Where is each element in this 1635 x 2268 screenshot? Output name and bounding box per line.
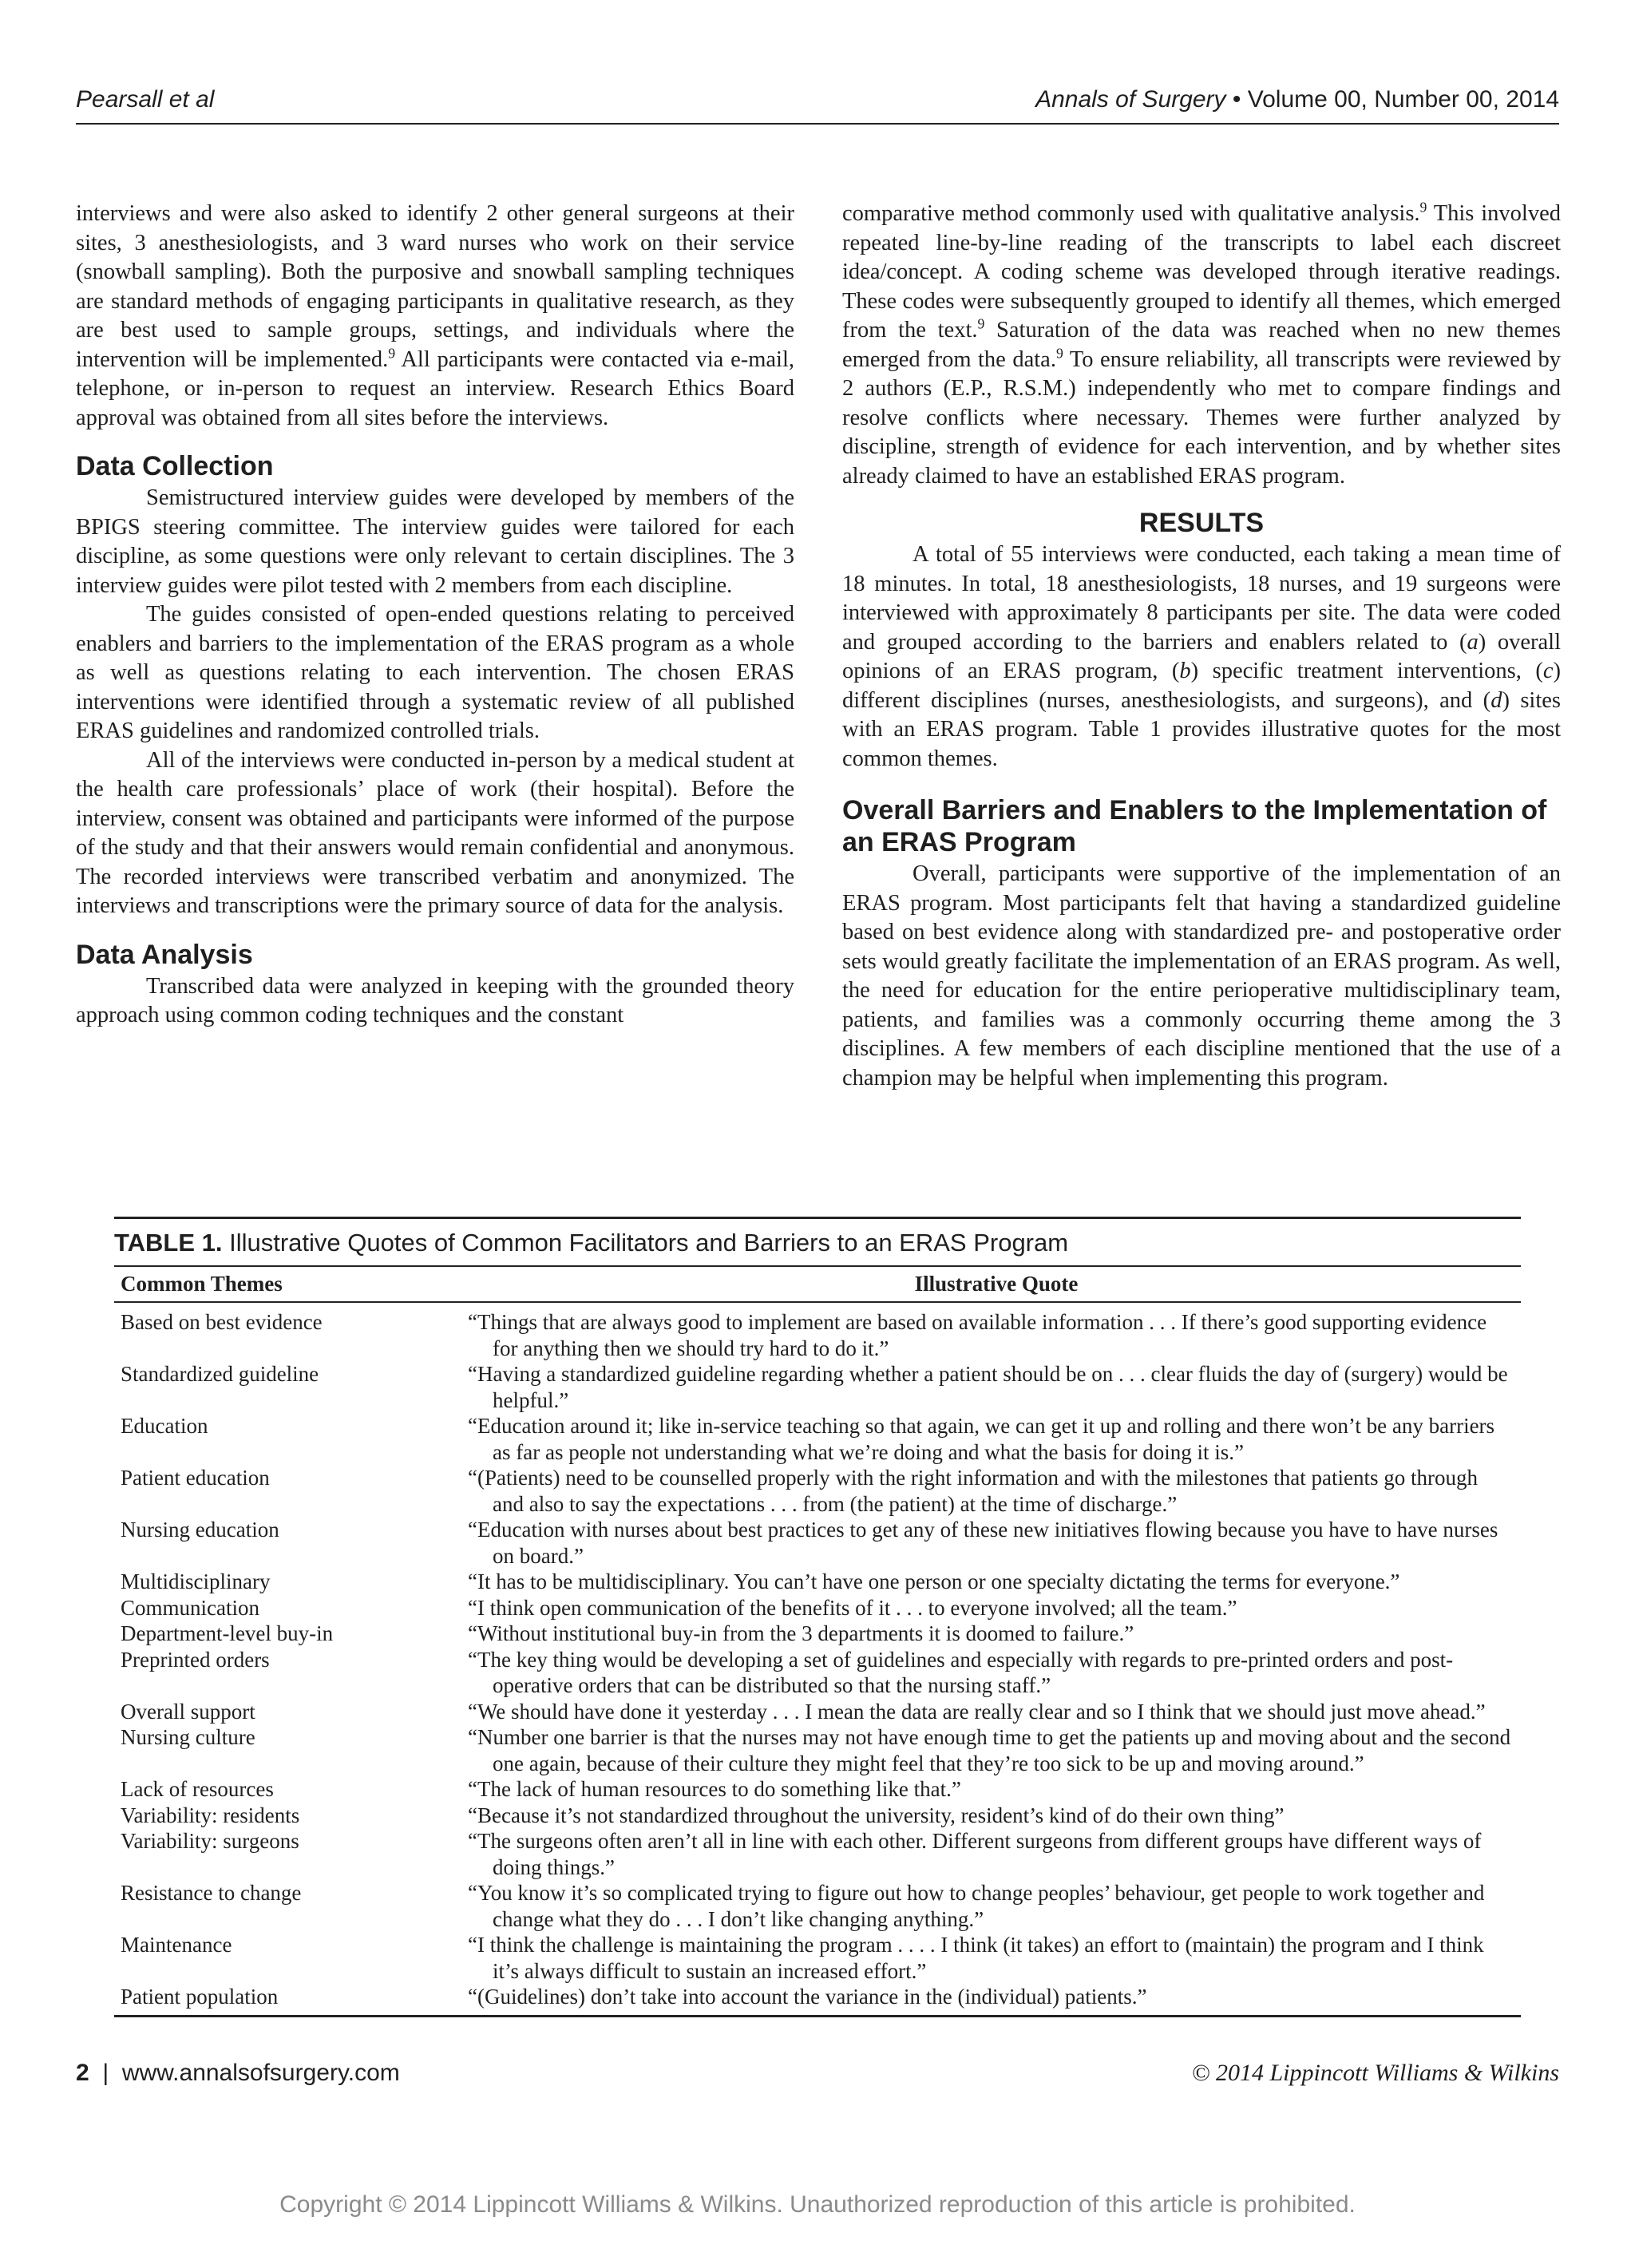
table-row	[114, 1465, 1521, 1517]
table-row	[114, 1724, 1521, 1776]
quote-cell: “You know it’s so complicated trying to figure out how to change peoples’ behaviour, get people to work together and change what they do . . . I don’t like changing anything.”	[468, 1881, 1485, 1931]
quote-cell: “I think open communication of the benefits of it . . . to everyone involved; all the team.”	[468, 1595, 1237, 1620]
citation-ref: 9	[388, 345, 396, 361]
quote-cell: “Without institutional buy-in from the 3 departments it is doomed to failure.”	[468, 1621, 1134, 1645]
table-row	[114, 1828, 1521, 1880]
footer-separator: |	[102, 2060, 109, 2086]
paragraph: interviews and were also asked to identify 2 other general surgeons at their sites, 3 anesthesiologists, and 3 ward nurses who work on their service (snowball sampling). Both the purposive and snowball sampling techniques are standard methods of engaging participants in qualitative research, as they are best used to sample groups, settings, and individuals where the intervention will be implemented.$^9$ All participants were contacted via e-mail, telephone, or in-person to request an interview. Research Ethics Board approval was obtained from all sites before the interviews.	[76, 201, 794, 430]
table-row	[114, 1595, 1521, 1621]
left-column	[76, 200, 794, 1031]
quote-cell: “Number one barrier is that the nurses may not have enough time to get the patients up and moving about and the second one again, because of their culture they might feel that they’re too sick to be up and moving around.”	[468, 1725, 1511, 1775]
theme-cell: Nursing culture	[121, 1725, 255, 1749]
quote-cell: “We should have done it yesterday . . . I mean the data are really clear and so I think that we should just move ahead.”	[468, 1699, 1486, 1724]
theme-cell: Lack of resources	[121, 1777, 274, 1801]
running-header	[76, 86, 1559, 125]
quote-cell: “The key thing would be developing a set of guidelines and especially with regards to pre-printed orders and post-operative orders that can be distributed so that the nursing staff.”	[468, 1647, 1454, 1697]
theme-cell: Multidisciplinary	[121, 1569, 271, 1593]
right-column	[842, 200, 1561, 1093]
table-title	[114, 1217, 1521, 1267]
citation-ref: 9	[1055, 345, 1063, 361]
paragraph: The guides consisted of open-ended questions relating to perceived enablers and barriers to the implementation of the ERAS program as a whole as well as questions relating to each intervention. The chosen ERAS interventions were identified through a systematic review of all published ERAS guidelines and randomized controlled trials.	[76, 602, 794, 743]
table-caption: Illustrative Quotes of Common Facilitators and Barriers to an ERAS Program	[222, 1229, 1069, 1257]
theme-cell: Variability: residents	[121, 1803, 300, 1827]
theme-cell: Patient population	[121, 1985, 279, 2009]
quote-cell: “The lack of human resources to do something like that.”	[468, 1777, 961, 1801]
table-header	[114, 1267, 1521, 1303]
table-row	[114, 1803, 1521, 1829]
theme-cell: Maintenance	[121, 1933, 232, 1957]
theme-cell: Preprinted orders	[121, 1647, 270, 1672]
section-heading-data-collection: Data Collection	[76, 451, 274, 481]
theme-cell: Based on best evidence	[121, 1310, 323, 1334]
paragraph: comparative method commonly used with qualitative analysis.$^9$ This involved repeated line-by-line reading of the transcripts to label each discreet idea/concept. A coding scheme was developed through iterative readings. These codes were subsequently grouped to identify all themes, which emerged from the text.$^9$ Saturation of the data was reached when no new themes emerged from the data.$^9$ To ensure reliability, all transcripts were reviewed by 2 authors (E.P., R.S.M.) independently who met to compare findings and resolve conflicts where necessary. Themes were further analyzed by discipline, strength of evidence for each intervention, and by whether sites already claimed to have an established ERAS program.	[842, 199, 1562, 489]
table-row	[114, 1569, 1521, 1595]
theme-cell: Nursing education	[121, 1518, 279, 1542]
paragraph: Transcribed data were analyzed in keeping with the grounded theory approach using common coding techniques and the constant	[76, 973, 794, 1027]
table-1	[114, 1217, 1521, 2017]
theme-cell: Department-level buy-in	[121, 1621, 334, 1645]
section-heading-overall-barriers: Overall Barriers and Enablers to the Implementation of an ERAS Program	[842, 795, 1547, 857]
theme-cell: Communication	[121, 1595, 259, 1620]
quote-cell: “Having a standardized guideline regarding whether a patient should be on . . . clear fluids the day of (surgery) would be helpful.”	[468, 1362, 1508, 1412]
header-journal-info	[1035, 86, 1559, 113]
quote-cell: “(Guidelines) don’t take into account the variance in the (individual) patients.”	[468, 1985, 1147, 2009]
theme-cell: Resistance to change	[121, 1881, 302, 1905]
section-heading-results: RESULTS	[1138, 508, 1265, 538]
journal-url: www.annalsofsurgery.com	[121, 2060, 400, 2086]
table-row	[114, 1932, 1521, 1984]
paragraph: Overall, participants were supportive of the implementation of an ERAS program. Most participants felt that having a standardized guideline based on best evidence along with standardized pre- and postoperative order sets would greatly facilitate the implementation of an ERAS program. As well, the need for education for the entire perioperative multidisciplinary team, patients, and families was a commonly occurring theme among the 3 disciplines. A few members of each discipline mentioned that the use of a champion may be helpful when implementing this program.	[842, 861, 1561, 1090]
table-row	[114, 1647, 1521, 1699]
theme-cell: Overall support	[121, 1699, 255, 1724]
header-authors: Pearsall et al	[76, 86, 215, 113]
theme-cell: Standardized guideline	[121, 1362, 319, 1386]
table-body	[114, 1303, 1521, 2017]
quote-cell: “Things that are always good to implement are based on available information . . . If there’s good supporting evidence for anything then we should try hard to do it.”	[468, 1310, 1487, 1360]
quote-cell: “The surgeons often aren’t all in line with each other. Different surgeons from different groups have different ways of doing things.”	[468, 1829, 1482, 1879]
table-row	[114, 1880, 1521, 1932]
paragraph: All of the interviews were conducted in-person by a medical student at the health care professionals’ place of work (their hospital). Before the interview, consent was obtained and participants were informed of the purpose of the study and that their answers would remain confidential and anonymous. The recorded interviews were transcribed verbatim and anonymized. The interviews and transcriptions were the primary source of data for the analysis.	[76, 747, 794, 918]
theme-cell: Patient education	[121, 1466, 270, 1490]
header-bullet: •	[1232, 86, 1241, 113]
table-label: TABLE 1.	[114, 1229, 223, 1257]
table-row	[114, 1517, 1521, 1569]
table-row	[114, 1699, 1521, 1725]
column-header-themes: Common Themes	[121, 1272, 283, 1296]
table-row	[114, 1621, 1521, 1647]
theme-cell: Variability: surgeons	[121, 1829, 299, 1853]
paragraph: A total of 55 interviews were conducted, each taking a mean time of 18 minutes. In total, 18 anesthesiologists, 18 nurses, and 19 surgeons were interviewed with approximately 8 participants per site. The data were coded and grouped according to the barriers and enablers related to (a) overall opinions of an ERAS program, (b) specific treatment interventions, (c) different disciplines (nurses, anesthesiologists, and surgeons), and (d) sites with an ERAS program. Table 1 provides illustrative quotes for the most common themes.	[842, 542, 1562, 771]
quote-cell: “I think the challenge is maintaining the program . . . . I think (it takes) an effort to (maintain) the program and I think it’s always difficult to sustain an increased effort.”	[468, 1933, 1484, 1983]
citation-ref: 9	[977, 315, 985, 332]
quote-cell: “Education with nurses about best practices to get any of these new initiatives flowing because you have to have nurses on board.”	[468, 1518, 1498, 1568]
footer-left	[76, 2060, 400, 2087]
paragraph: Semistructured interview guides were developed by members of the BPIGS steering committee. The interview guides were tailored for each discipline, as some questions were only relevant to certain disciplines. The 3 interview guides were pilot tested with 2 members from each discipline.	[76, 485, 794, 598]
quote-cell: “Education around it; like in-service teaching so that again, we can get it up and rolling and there won’t be any barriers as far as people not understanding what we’re doing and what the basis for doing it is.”	[468, 1414, 1495, 1464]
table-row	[114, 1984, 1521, 2010]
header-volume: Volume 00, Number 00, 2014	[1247, 86, 1559, 113]
citation-ref: 9	[1419, 199, 1427, 216]
footer-copyright: © 2014 Lippincott Williams & Wilkins	[1191, 2060, 1559, 2086]
table-row	[114, 1413, 1521, 1465]
table-row	[114, 1309, 1521, 1361]
copyright-notice: Copyright © 2014 Lippincott Williams & Wilkins. Unauthorized reproduction of this article is prohibited.	[279, 2191, 1356, 2218]
section-heading-data-analysis: Data Analysis	[76, 939, 253, 970]
table-row	[114, 1361, 1521, 1413]
quote-cell: “It has to be multidisciplinary. You can’t have one person or one specialty dictating the terms for everyone.”	[468, 1569, 1400, 1593]
column-header-quote: Illustrative Quote	[914, 1272, 1079, 1296]
quote-cell: “Because it’s not standardized throughout the university, resident’s kind of do their own thing”	[468, 1803, 1285, 1827]
table-row	[114, 1776, 1521, 1803]
page-number: 2	[76, 2060, 89, 2086]
header-journal: Annals of Surgery	[1035, 86, 1226, 113]
quote-cell: “(Patients) need to be counselled properly with the right information and with the milestones that patients go through and also to say the expectations . . . from (the patient) at the time of discharge.”	[468, 1466, 1478, 1516]
page-footer	[76, 2060, 1559, 2092]
theme-cell: Education	[121, 1414, 208, 1438]
